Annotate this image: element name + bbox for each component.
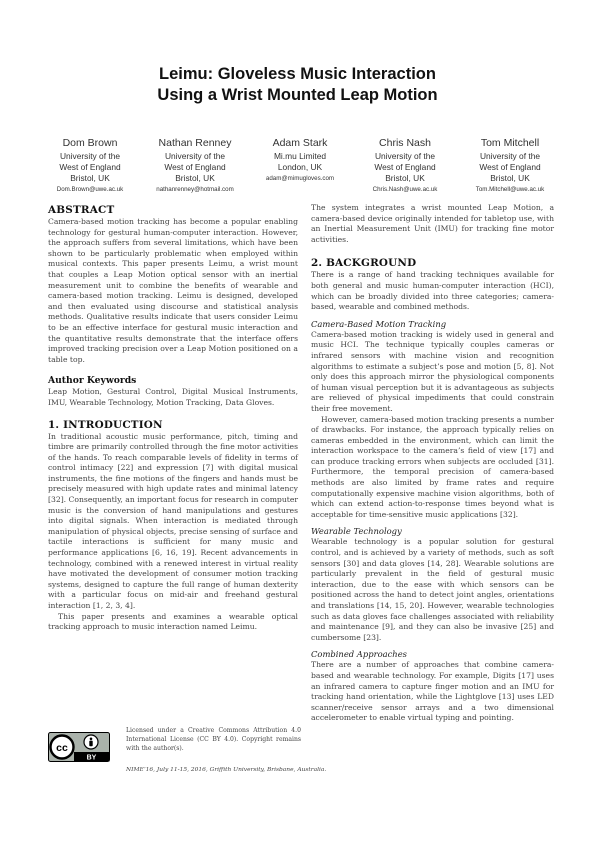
camera-paragraph-1: Camera-based motion tracking is widely used in general and music HCI. The technique typically couples cameras or infrared sensors with machine vision and recognition algorithms to estimate a subject’s pose and motion [5, 8]. Not only does this approach mirror the physiological components of human visual perception but it is advantageous as subjects are relieved of physical impediments that could constrain their free movement.: [311, 329, 554, 413]
author-name: Nathan Renney: [158, 137, 232, 149]
title-line-2: Using a Wrist Mounted Leap Motion: [157, 86, 438, 104]
paper-title: [0, 64, 595, 106]
camera-subheading: Camera-Based Motion Tracking: [311, 318, 447, 329]
abstract-text: Camera-based motion tracking has become a popular enabling technology for gestural human-computer interaction. However, the approach suffers from several limitations, which have been shown to be particularly problematic when employed within musical contexts. This paper presents Leimu, a wrist mount that couples a Leap Motion optical sensor with an inertial measurement unit to combine the benefits of wearable and camera-based motion tracking. Leimu is designed, developed and then evaluated using discourse and statistical analysis methods. Qualitative results indicate that users consider Leimu to be an effective interface for gestural music interaction and the quantitative results demonstrate that the interface offers improved tracking precision over a Leap Motion positioned on a table top.: [48, 217, 298, 364]
author-name: Tom Mitchell: [480, 137, 540, 149]
intro-continuation: The system integrates a wrist mounted Leap Motion, a camera-based device originally intended for tabletop use, with an Inertial Measurement Unit (IMU) for tracking fine motor activities.: [311, 203, 554, 244]
license-text: Licensed under a Creative Commons Attribution 4.0 International License (CC BY 4.0). Copyright remains with the author(s).: [126, 727, 301, 752]
author-4: [355, 137, 455, 195]
abstract-heading: ABSTRACT: [48, 204, 115, 216]
author-email: Chris.Nash@uwe.ac.uk: [372, 186, 438, 193]
author-block: [40, 137, 560, 195]
keywords-text: Leap Motion, Gestural Control, Digital Musical Instruments, IMU, Wearable Technology, Motion Tracking, Data Gloves.: [48, 387, 298, 407]
introduction-paragraph-2: This paper presents and examines a wearable optical tracking approach to music interaction named Leimu.: [48, 611, 298, 632]
author-affiliation: University of the: [59, 151, 121, 161]
author-email: adam@mimugloves.com: [265, 175, 335, 182]
author-5: [460, 137, 560, 195]
left-column: [48, 203, 298, 633]
introduction-heading: 1. INTRODUCTION: [48, 418, 163, 431]
combined-subheading: Combined Approaches: [311, 649, 407, 660]
author-city: Bristol, UK: [385, 173, 425, 183]
by-logo-text: BY: [86, 754, 97, 762]
author-2: [145, 137, 245, 195]
author-affiliation: West of England: [479, 162, 541, 172]
author-3: [250, 137, 350, 195]
author-name: Adam Stark: [272, 137, 328, 149]
author-city: Bristol, UK: [70, 173, 110, 183]
author-city: Bristol, UK: [175, 173, 215, 183]
author-name: Dom Brown: [62, 137, 118, 149]
author-email: Tom.Mitchell@uwe.ac.uk: [475, 186, 545, 193]
cc-by-license-icon: [48, 732, 110, 762]
author-affiliation: West of England: [59, 162, 121, 172]
author-affiliation: West of England: [374, 162, 436, 172]
camera-paragraph-2: However, camera-based motion tracking presents a number of drawbacks. For instance, the approach typically relies on cameras embedded in the environment, which can limit the interaction workspace to the camera’s field of view [17] and can produce tracking errors when subjects are occluded [31]. Furthermore, the temporal precision of camera-based methods are also limited by frame rates and require computationally expensive machine vision algorithms, both of which can extend action-to-response times beyond what is acceptable for time-sensitive music applications [32].: [311, 414, 554, 519]
author-affiliation: Mi.mu Limited: [273, 151, 327, 161]
title-line-1: Leimu: Gloveless Music Interaction: [159, 65, 436, 83]
wearable-paragraph: Wearable technology is a popular solution for gestural control, and is achieved by a variety of methods, such as soft sensors [30] and data gloves [14, 28]. Wearable solutions are particularly prevalent in the field of gestural music interaction, due to the ease with which sensors can be positioned across the hand to detect joint angles, orientations and translations [14, 15, 20]. However, wearable technologies such as data gloves face challenges associated with reliability and maintenance [9], and they can also be invasive [25] and cumbersome [23].: [311, 537, 554, 642]
author-city: Bristol, UK: [490, 173, 530, 183]
background-heading: 2. BACKGROUND: [311, 257, 417, 270]
combined-paragraph: There are a number of approaches that combine camera-based and wearable technology. For example, Digits [17] uses an infrared camera to capture finger motion and an IMU for tracking hand orientation, while the Lightglove [13] uses LED scanner/receive sensor arrays and a two dimensional accelerometer to enable virtual typing and pointing.: [311, 660, 554, 723]
author-affiliation: University of the: [164, 151, 226, 161]
conference-info: NIME’16, July 11-15, 2016, Griffith University, Brisbane, Australia.: [126, 767, 327, 773]
license-block: [48, 726, 327, 786]
author-affiliation: West of England: [164, 162, 226, 172]
introduction-paragraph-1: In traditional acoustic music performance, pitch, timing and timbre are primarily controlled through the fine motor activities of the hands. To reach comparable levels of fidelity in terms of control intimacy [22] and expression [7] with digital musical instruments, the fine motions of the fingers and hands must be precisely measured with high update rates and minimal latency [32]. Consequently, an important focus for research in computer music is the conversion of hand manipulations and gestures into digital signals. When interaction is mediated through manipulation of physical objects, precise sensing of surface and tactile interactions is sufficient for many music and performance applications [6, 16, 19]. Recent advancements in technology, combined with a renewed interest in virtual reality have motivated the development of consumer motion tracking systems, designed to capture the full range of human dexterity with a particular focus on mid-air and freehand gestural interaction [1, 2, 3, 4].: [48, 431, 298, 610]
author-email: Dom.Brown@uwe.ac.uk: [56, 186, 124, 193]
right-column: [311, 203, 554, 724]
author-city: London, UK: [277, 162, 323, 172]
author-email: nathanrenney@hotmail.com: [156, 186, 234, 193]
author-name: Chris Nash: [379, 137, 431, 149]
author-affiliation: University of the: [479, 151, 541, 161]
background-paragraph: There is a range of hand tracking techniques available for both general and music human-computer interaction (HCI), which can be broadly divided into three categories; camera-based, wearable and combined methods.: [311, 270, 554, 312]
keywords-heading: Author Keywords: [48, 375, 137, 387]
wearable-subheading: Wearable Technology: [311, 526, 402, 537]
author-affiliation: University of the: [374, 151, 436, 161]
cc-logo-text: cc: [56, 741, 68, 754]
author-1: [40, 137, 140, 195]
